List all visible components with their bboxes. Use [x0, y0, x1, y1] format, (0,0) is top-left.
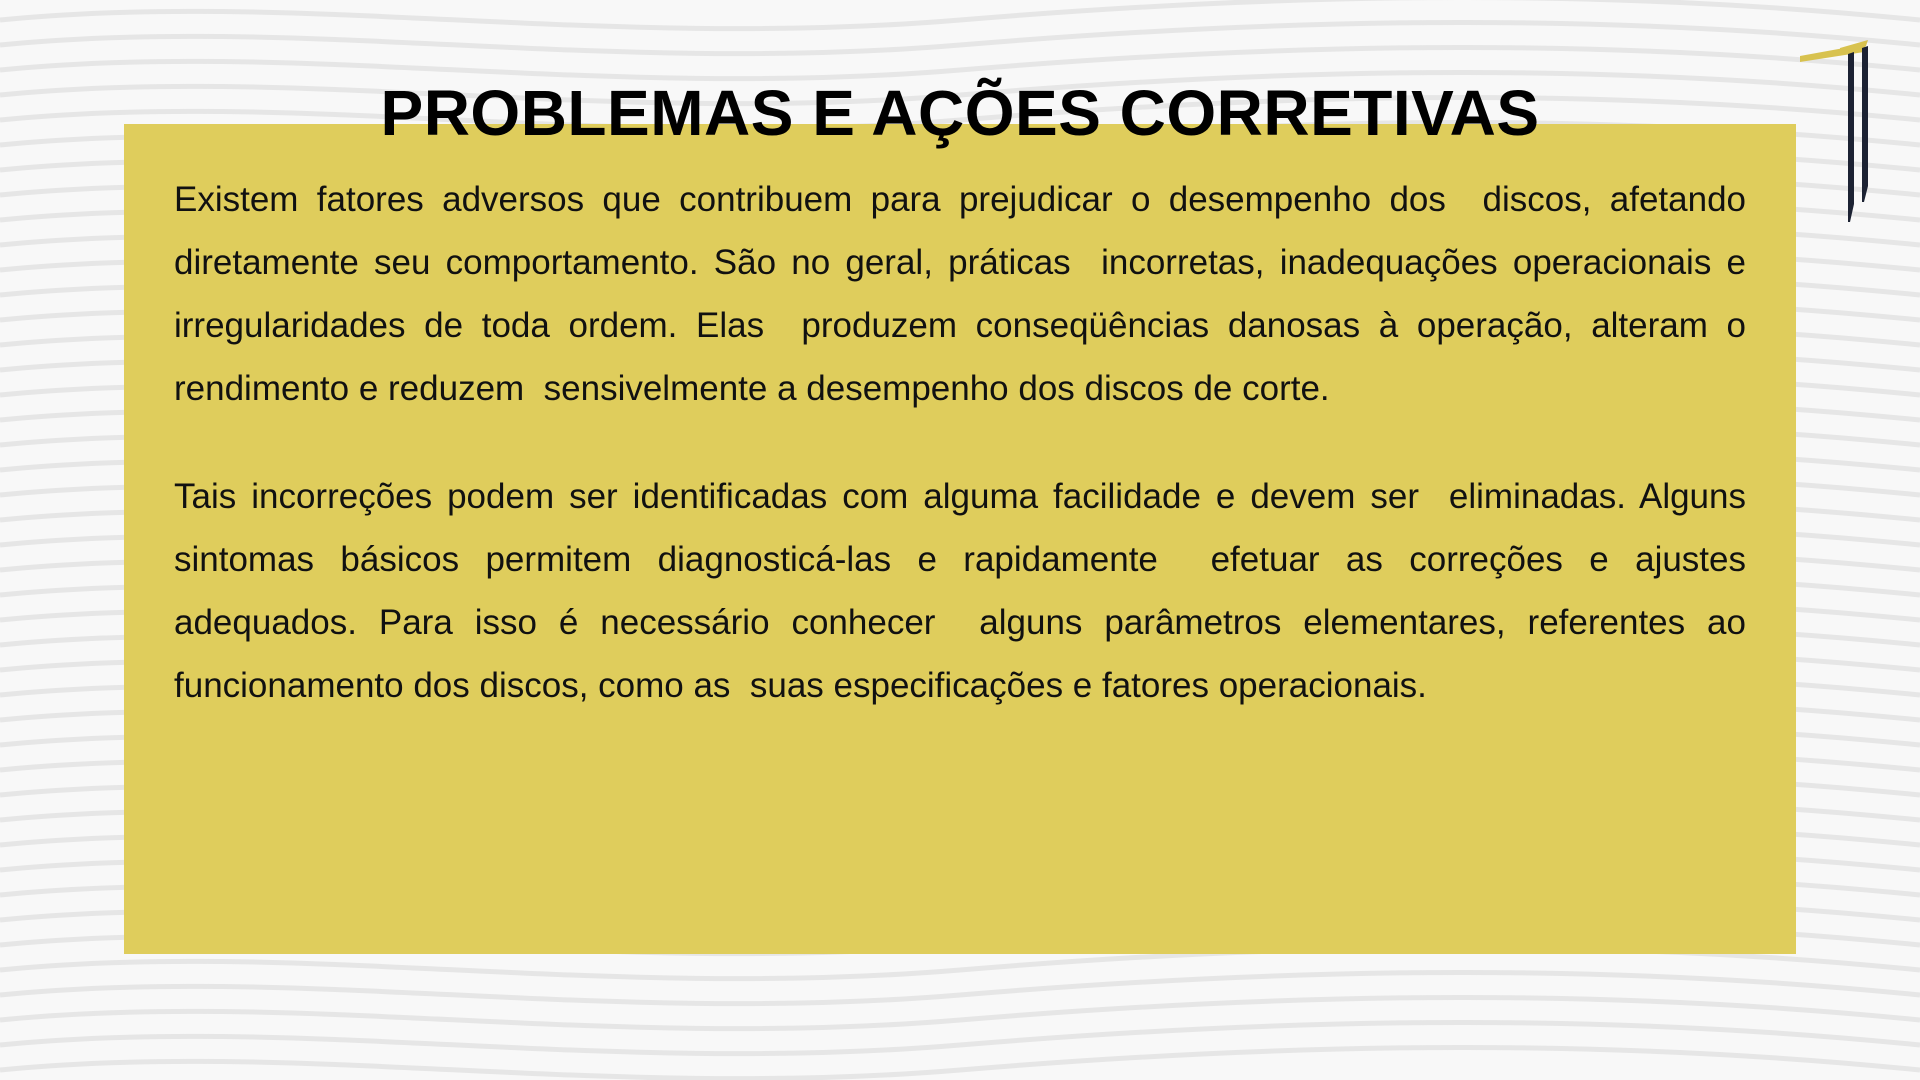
paragraph-2: Tais incorreções podem ser identificadas com alguma facilidade e devem ser eliminadas. Alguns sintomas básicos permitem diagnosticá-las e rapidamente efetuar as correções e ajustes adequados. Para isso é necessário conhecer alguns parâmetros elementares, referentes ao funcionamento dos discos, como as suas especificações e fatores operacionais.: [174, 477, 1756, 705]
brand-logo-icon: [1796, 36, 1876, 226]
slide-title: PROBLEMAS E AÇÕES CORRETIVAS: [380, 76, 1540, 149]
paragraph-1: Existem fatores adversos que contribuem para prejudicar o desempenho dos discos, afetando diretamente seu comportamento. São no geral, práticas incorretas, inadequações operacionais e irregularidades de toda ordem. Elas produzem conseqüências danosas à operação, alteram o rendimento e reduzem sensivelmente a desempenho dos discos de corte.: [174, 180, 1756, 408]
content-box: [124, 124, 1796, 954]
